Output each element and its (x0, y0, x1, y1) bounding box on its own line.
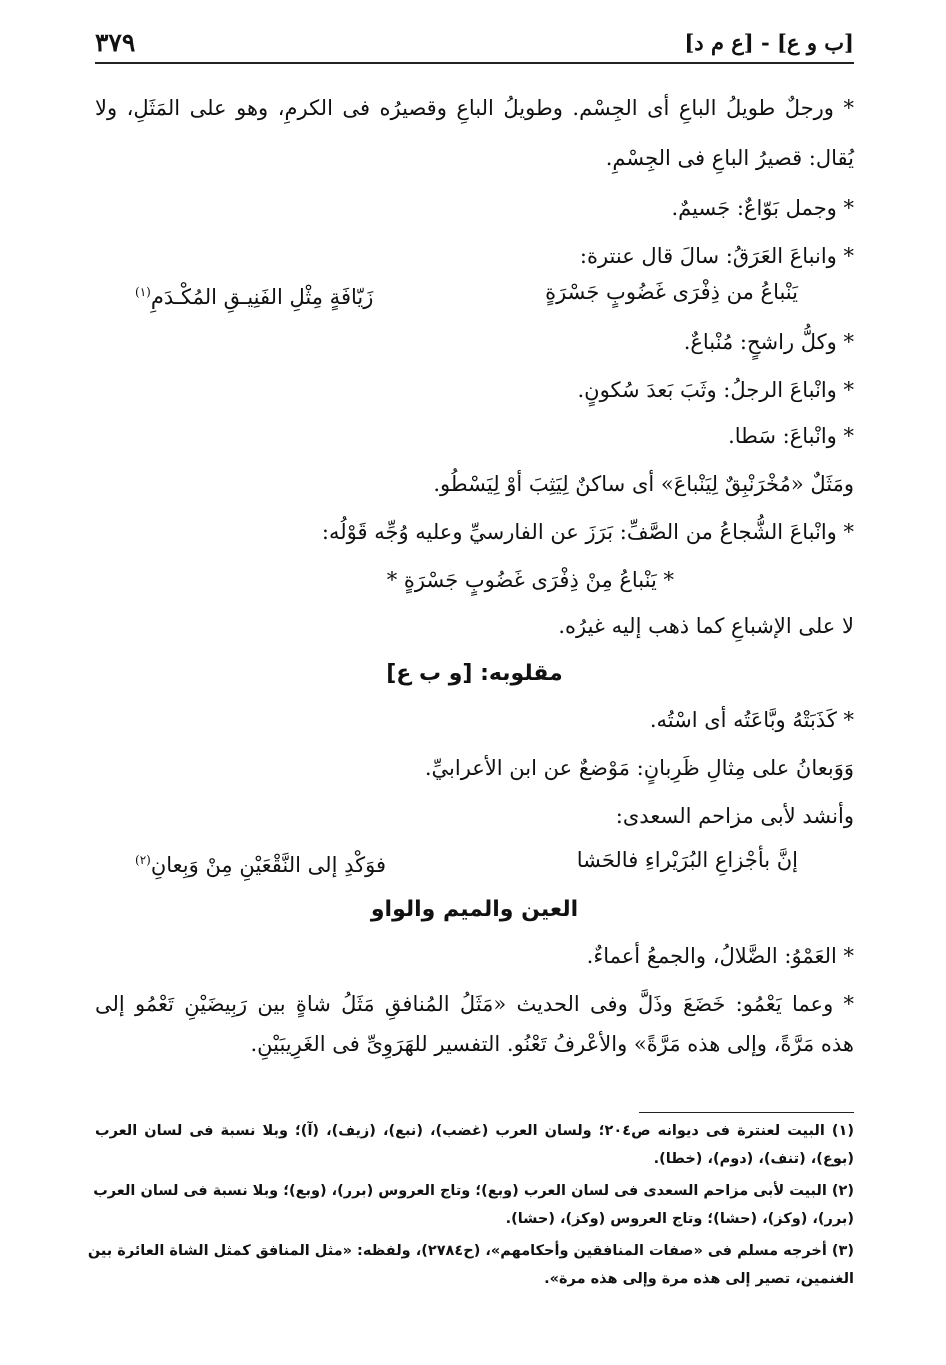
text-line (95, 1024, 854, 1068)
text-line: * وعما يَعْمُو: خَضَعَ وذَلَّ وفى الحديث «مَثَلُ المُنافقِ مَثَلُ شاةٍ بين رَبِيضَيْنِ تَعْمُو إلى (95, 992, 854, 1016)
verse-hemistich: يَنْباعُ من ذِفْرَى غَضُوبٍ جَسْرَةٍ (545, 280, 798, 304)
text-line: * العَمْوُ: الضَّلالُ، والجمعُ أعماءٌ. (586, 944, 854, 968)
text-line: * وكلُّ راشحٍ: مُنْباعٌ. (683, 330, 854, 354)
text-line: * وجمل بَوّاعٌ: جَسيمٌ. (671, 196, 854, 220)
footnote-rule (639, 1112, 854, 1113)
footnote-line: الغنمين، تصير إلى هذه مرة وإلى هذه مرة». (544, 1271, 854, 1287)
text-line: * وانباعَ العَرَقُ: سالَ قال عنترة: (579, 244, 854, 268)
text-line: * كَذَبَتْهُ وبَّاعَتُه أى اسْتُه. (649, 708, 854, 732)
text-line: * ورجلٌ طويلُ الباعِ أى الجِسْم. وطويلُ الباعِ وقصيرُه فى الكرمِ، وهو على المَثَلِ، ولا (95, 96, 854, 120)
page-header (95, 28, 854, 62)
verse-hemistich (135, 840, 386, 885)
footnote-line: (بوع)، (تنف)، (دوم)، (خطا). (653, 1151, 854, 1167)
text-line: ومَثَلٌ «مُخْرَنْبِقٌ لِيَنْباعَ» أى ساكنٌ لِيَثِبَ أوْ لِيَسْطُو. (433, 472, 854, 496)
text-line: * وانْباعَ الشُّجاعُ من الصَّفِّ: بَرَزَ عن الفارسيِّ وعليه وُجِّه قَوْلُه: (321, 520, 854, 544)
footnote-mark: (١) (135, 285, 151, 299)
footnote-line: (٢) البيت لأبى مزاحم السعدى فى لسان العرب (وبع)؛ وتاج العروس (برر)، (وبع)؛ وبلا نسبة فى لسان العرب (93, 1183, 854, 1199)
verse-hemistich: إنَّ بأجْزاعِ البُرَيْراءِ فالحَشا (576, 848, 798, 872)
text-line: لا على الإشباعِ كما ذهب إليه غيرُه. (558, 614, 854, 638)
heading-maqlub: مقلوبه: [و ب ع] (386, 661, 563, 686)
footnote-line: (١) البيت لعنترة فى ديوانه ص٢٠٤؛ ولسان العرب (غضب)، (نبع)، (زيف)، (آ)؛ وبلا نسبة فى لسان العرب (95, 1123, 854, 1139)
header-rule (95, 62, 854, 64)
footnote-mark: (٢) (135, 853, 151, 867)
verse-quote: * يَنْباعُ مِنْ ذِفْرَى غَضُوبٍ جَسْرَةٍ * (386, 568, 674, 592)
text-line-content: هذه مَرَّةً، وإلى هذه مَرَّةً» والأعْرفُ تَعْنُو. التفسير للهَرَوِىِّ فى الغَرِيبَيْنِ. (250, 1032, 854, 1056)
footnote-line: (٣) أخرجه مسلم فى «صفات المنافقين وأحكامهم»، (ح٢٧٨٤)، ولفظه: «مثل المنافق كمثل الشاة العائرة بين (87, 1243, 854, 1259)
verse-line (95, 840, 854, 884)
text-line: وأنشد لأبى مزاحم السعدى: (615, 804, 854, 828)
text-line: * وانْباعَ الرجلُ: وثَبَ بَعدَ سُكونٍ. (577, 378, 854, 402)
section-heading: العين والميم والواو (370, 897, 579, 922)
verse-hemistich (135, 272, 373, 317)
verse-text: فوَكْدِ إلى النَّقْعَيْنِ مِنْ وَبِعانِ (150, 853, 386, 877)
verse-text: زَيّافَةٍ مِثْلِ الفَنِيـقِ المُكْـدَمِ (150, 285, 374, 309)
footnote-line: (برر)، (وكز)، (حشا)؛ وتاج العروس (وكز)، (حشا). (505, 1211, 854, 1227)
verse-line (95, 272, 854, 316)
text-line: * وانْباعَ: سَطا. (728, 424, 854, 448)
page-number: ٣٧٩ (95, 28, 136, 57)
text-line: يُقال: قصيرُ الباعِ فى الجِسْمِ. (605, 146, 854, 170)
running-head: [ب و ع] - [ع م د] (684, 30, 854, 55)
text-line: وَوَبعانُ على مِثالِ ظَرِبانٍ: مَوْضعٌ عن ابن الأعرابيِّ. (424, 756, 854, 780)
